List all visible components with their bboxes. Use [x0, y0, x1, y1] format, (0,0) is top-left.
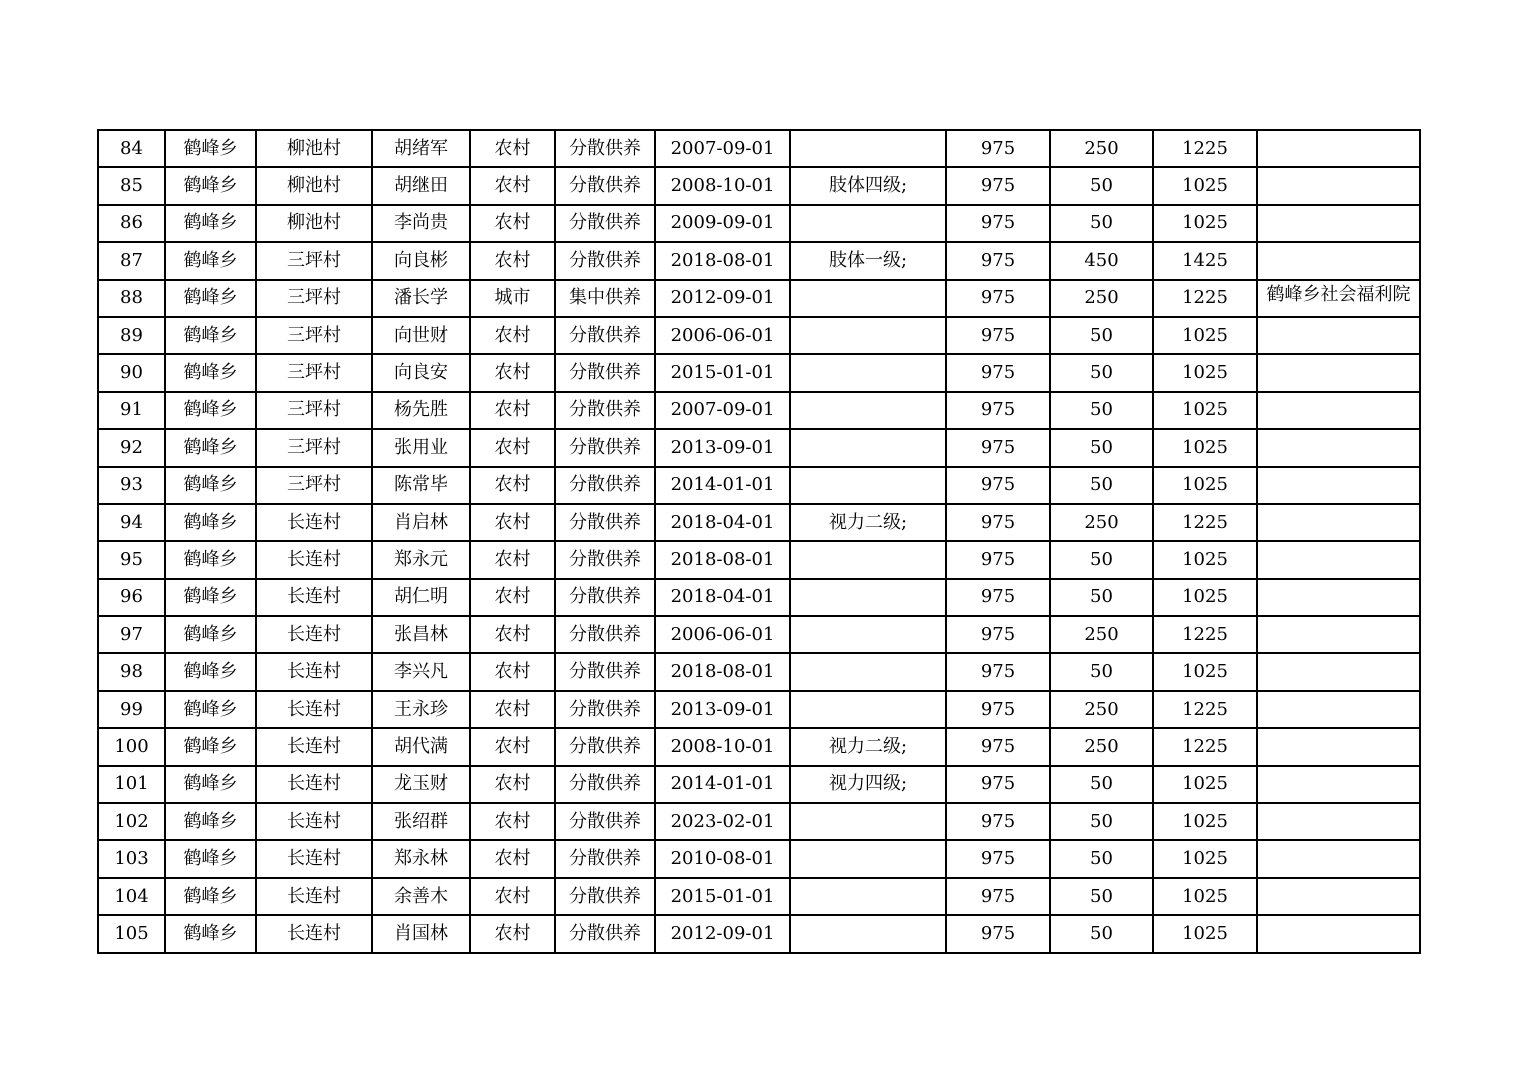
cell-township: 鹤峰乡: [165, 205, 256, 242]
cell-remark: [1257, 130, 1420, 167]
cell-basic-amount: 975: [946, 691, 1050, 728]
cell-start-date: 2006-06-01: [655, 616, 790, 653]
cell-care-amount: 250: [1050, 728, 1153, 765]
cell-care-amount: 50: [1050, 317, 1153, 354]
cell-support-type: 分散供养: [555, 878, 655, 915]
cell-remark: [1257, 691, 1420, 728]
cell-care-amount: 50: [1050, 766, 1153, 803]
cell-household-type: 城市: [470, 280, 555, 317]
cell-township: 鹤峰乡: [165, 167, 256, 204]
table-row: [98, 691, 1420, 728]
cell-village: 柳池村: [256, 130, 372, 167]
cell-basic-amount: 975: [946, 653, 1050, 690]
cell-household-type: 农村: [470, 392, 555, 429]
cell-name: 胡代满: [372, 728, 470, 765]
cell-total-amount: 1025: [1153, 392, 1257, 429]
cell-support-type: 分散供养: [555, 541, 655, 578]
cell-name: 张绍群: [372, 803, 470, 840]
cell-village: 长连村: [256, 616, 372, 653]
cell-disability: [790, 541, 946, 578]
cell-village: 长连村: [256, 766, 372, 803]
cell-township: 鹤峰乡: [165, 616, 256, 653]
cell-name: 肖启林: [372, 504, 470, 541]
cell-village: 长连村: [256, 691, 372, 728]
cell-disability: [790, 840, 946, 877]
cell-disability: [790, 616, 946, 653]
cell-name: 向世财: [372, 317, 470, 354]
cell-disability: 视力二级;: [790, 504, 946, 541]
cell-remark: [1257, 354, 1420, 391]
cell-disability: [790, 653, 946, 690]
cell-village: 柳池村: [256, 167, 372, 204]
cell-village: 长连村: [256, 579, 372, 616]
cell-village: 长连村: [256, 728, 372, 765]
cell-seq: 99: [98, 691, 165, 728]
cell-township: 鹤峰乡: [165, 392, 256, 429]
cell-seq: 84: [98, 130, 165, 167]
cell-care-amount: 50: [1050, 392, 1153, 429]
cell-start-date: 2013-09-01: [655, 429, 790, 466]
cell-household-type: 农村: [470, 915, 555, 952]
cell-total-amount: 1425: [1153, 242, 1257, 279]
cell-support-type: 分散供养: [555, 803, 655, 840]
cell-care-amount: 50: [1050, 653, 1153, 690]
cell-household-type: 农村: [470, 691, 555, 728]
remark-text: 鹤峰乡社会福利院: [1266, 283, 1411, 305]
cell-village: 长连村: [256, 541, 372, 578]
cell-seq: 97: [98, 616, 165, 653]
cell-total-amount: 1225: [1153, 280, 1257, 317]
cell-household-type: 农村: [470, 242, 555, 279]
cell-start-date: 2012-09-01: [655, 280, 790, 317]
cell-remark: [1257, 467, 1420, 504]
cell-disability: [790, 915, 946, 952]
cell-village: 长连村: [256, 878, 372, 915]
cell-start-date: 2007-09-01: [655, 392, 790, 429]
cell-township: 鹤峰乡: [165, 579, 256, 616]
cell-household-type: 农村: [470, 167, 555, 204]
table-row: [98, 280, 1420, 317]
cell-total-amount: 1025: [1153, 878, 1257, 915]
cell-household-type: 农村: [470, 429, 555, 466]
cell-support-type: 分散供养: [555, 317, 655, 354]
cell-basic-amount: 975: [946, 878, 1050, 915]
cell-total-amount: 1225: [1153, 504, 1257, 541]
cell-disability: 视力四级;: [790, 766, 946, 803]
cell-care-amount: 50: [1050, 840, 1153, 877]
cell-township: 鹤峰乡: [165, 878, 256, 915]
cell-total-amount: 1025: [1153, 653, 1257, 690]
cell-start-date: 2009-09-01: [655, 205, 790, 242]
cell-basic-amount: 975: [946, 467, 1050, 504]
cell-seq: 94: [98, 504, 165, 541]
cell-care-amount: 50: [1050, 878, 1153, 915]
cell-disability: [790, 579, 946, 616]
cell-support-type: 分散供养: [555, 205, 655, 242]
cell-township: 鹤峰乡: [165, 766, 256, 803]
cell-care-amount: 50: [1050, 467, 1153, 504]
cell-support-type: 分散供养: [555, 728, 655, 765]
cell-seq: 89: [98, 317, 165, 354]
table-row: [98, 130, 1420, 167]
table-row: [98, 728, 1420, 765]
cell-remark: [1257, 504, 1420, 541]
cell-support-type: 分散供养: [555, 167, 655, 204]
cell-township: 鹤峰乡: [165, 803, 256, 840]
cell-start-date: 2013-09-01: [655, 691, 790, 728]
cell-seq: 96: [98, 579, 165, 616]
cell-remark: [1257, 840, 1420, 877]
cell-disability: [790, 429, 946, 466]
cell-household-type: 农村: [470, 840, 555, 877]
cell-remark: [1257, 242, 1420, 279]
table-row: [98, 541, 1420, 578]
cell-village: 三坪村: [256, 242, 372, 279]
cell-name: 张用业: [372, 429, 470, 466]
cell-support-type: 分散供养: [555, 354, 655, 391]
cell-care-amount: 50: [1050, 803, 1153, 840]
cell-disability: [790, 317, 946, 354]
cell-township: 鹤峰乡: [165, 429, 256, 466]
cell-support-type: 分散供养: [555, 653, 655, 690]
cell-start-date: 2015-01-01: [655, 878, 790, 915]
cell-care-amount: 50: [1050, 354, 1153, 391]
cell-disability: [790, 878, 946, 915]
cell-seq: 91: [98, 392, 165, 429]
cell-disability: [790, 205, 946, 242]
cell-basic-amount: 975: [946, 205, 1050, 242]
table-row: [98, 504, 1420, 541]
cell-township: 鹤峰乡: [165, 317, 256, 354]
cell-household-type: 农村: [470, 616, 555, 653]
cell-start-date: 2018-04-01: [655, 579, 790, 616]
cell-name: 余善木: [372, 878, 470, 915]
table-row: [98, 392, 1420, 429]
cell-remark: [1257, 280, 1420, 317]
cell-remark: [1257, 653, 1420, 690]
cell-basic-amount: 975: [946, 392, 1050, 429]
cell-disability: [790, 130, 946, 167]
cell-seq: 93: [98, 467, 165, 504]
cell-village: 长连村: [256, 840, 372, 877]
cell-start-date: 2006-06-01: [655, 317, 790, 354]
table-row: [98, 616, 1420, 653]
cell-basic-amount: 975: [946, 616, 1050, 653]
cell-start-date: 2018-04-01: [655, 504, 790, 541]
cell-name: 向良安: [372, 354, 470, 391]
table-row: [98, 467, 1420, 504]
cell-disability: [790, 803, 946, 840]
cell-village: 长连村: [256, 504, 372, 541]
cell-township: 鹤峰乡: [165, 653, 256, 690]
cell-basic-amount: 975: [946, 541, 1050, 578]
cell-name: 李兴凡: [372, 653, 470, 690]
cell-total-amount: 1025: [1153, 579, 1257, 616]
cell-care-amount: 50: [1050, 579, 1153, 616]
cell-disability: 视力二级;: [790, 728, 946, 765]
cell-village: 长连村: [256, 653, 372, 690]
table-row: [98, 803, 1420, 840]
cell-care-amount: 250: [1050, 616, 1153, 653]
cell-disability: [790, 354, 946, 391]
cell-total-amount: 1025: [1153, 915, 1257, 952]
cell-basic-amount: 975: [946, 728, 1050, 765]
cell-village: 三坪村: [256, 429, 372, 466]
cell-name: 王永珍: [372, 691, 470, 728]
cell-care-amount: 50: [1050, 915, 1153, 952]
cell-care-amount: 50: [1050, 541, 1153, 578]
cell-care-amount: 50: [1050, 205, 1153, 242]
cell-township: 鹤峰乡: [165, 130, 256, 167]
cell-seq: 88: [98, 280, 165, 317]
table-row: [98, 354, 1420, 391]
cell-basic-amount: 975: [946, 354, 1050, 391]
cell-start-date: 2018-08-01: [655, 653, 790, 690]
cell-support-type: 分散供养: [555, 766, 655, 803]
cell-seq: 105: [98, 915, 165, 952]
cell-village: 柳池村: [256, 205, 372, 242]
cell-name: 潘长学: [372, 280, 470, 317]
cell-township: 鹤峰乡: [165, 691, 256, 728]
table-row: [98, 205, 1420, 242]
cell-name: 向良彬: [372, 242, 470, 279]
cell-township: 鹤峰乡: [165, 541, 256, 578]
cell-remark: [1257, 915, 1420, 952]
cell-household-type: 农村: [470, 541, 555, 578]
table-row: [98, 878, 1420, 915]
cell-township: 鹤峰乡: [165, 280, 256, 317]
cell-total-amount: 1025: [1153, 429, 1257, 466]
cell-village: 三坪村: [256, 280, 372, 317]
cell-total-amount: 1225: [1153, 728, 1257, 765]
cell-basic-amount: 975: [946, 317, 1050, 354]
cell-household-type: 农村: [470, 467, 555, 504]
cell-village: 三坪村: [256, 354, 372, 391]
cell-basic-amount: 975: [946, 130, 1050, 167]
cell-household-type: 农村: [470, 354, 555, 391]
cell-seq: 101: [98, 766, 165, 803]
cell-basic-amount: 975: [946, 167, 1050, 204]
cell-township: 鹤峰乡: [165, 504, 256, 541]
cell-disability: [790, 280, 946, 317]
cell-total-amount: 1025: [1153, 766, 1257, 803]
cell-care-amount: 50: [1050, 429, 1153, 466]
cell-total-amount: 1025: [1153, 317, 1257, 354]
table-row: [98, 167, 1420, 204]
cell-care-amount: 250: [1050, 691, 1153, 728]
cell-township: 鹤峰乡: [165, 467, 256, 504]
roster-table: [97, 129, 1421, 954]
cell-support-type: 分散供养: [555, 915, 655, 952]
cell-total-amount: 1025: [1153, 167, 1257, 204]
cell-basic-amount: 975: [946, 579, 1050, 616]
cell-care-amount: 250: [1050, 130, 1153, 167]
cell-remark: [1257, 167, 1420, 204]
cell-total-amount: 1025: [1153, 541, 1257, 578]
table-row: [98, 317, 1420, 354]
cell-total-amount: 1225: [1153, 616, 1257, 653]
cell-start-date: 2018-08-01: [655, 242, 790, 279]
table-row: [98, 653, 1420, 690]
cell-remark: [1257, 541, 1420, 578]
cell-basic-amount: 975: [946, 803, 1050, 840]
cell-support-type: 分散供养: [555, 467, 655, 504]
cell-support-type: 分散供养: [555, 616, 655, 653]
cell-support-type: 分散供养: [555, 130, 655, 167]
cell-support-type: 分散供养: [555, 392, 655, 429]
cell-seq: 86: [98, 205, 165, 242]
cell-seq: 100: [98, 728, 165, 765]
cell-name: 张昌林: [372, 616, 470, 653]
cell-household-type: 农村: [470, 205, 555, 242]
cell-total-amount: 1225: [1153, 130, 1257, 167]
cell-remark: [1257, 317, 1420, 354]
cell-name: 龙玉财: [372, 766, 470, 803]
cell-household-type: 农村: [470, 728, 555, 765]
cell-seq: 95: [98, 541, 165, 578]
table-row: [98, 766, 1420, 803]
cell-household-type: 农村: [470, 130, 555, 167]
cell-disability: [790, 467, 946, 504]
cell-name: 胡仁明: [372, 579, 470, 616]
cell-care-amount: 250: [1050, 280, 1153, 317]
cell-household-type: 农村: [470, 653, 555, 690]
cell-basic-amount: 975: [946, 280, 1050, 317]
cell-remark: [1257, 728, 1420, 765]
cell-seq: 87: [98, 242, 165, 279]
cell-village: 长连村: [256, 803, 372, 840]
table-row: [98, 429, 1420, 466]
cell-township: 鹤峰乡: [165, 840, 256, 877]
table-row: [98, 840, 1420, 877]
cell-seq: 85: [98, 167, 165, 204]
cell-seq: 90: [98, 354, 165, 391]
cell-support-type: 分散供养: [555, 691, 655, 728]
cell-name: 李尚贵: [372, 205, 470, 242]
cell-total-amount: 1025: [1153, 354, 1257, 391]
cell-household-type: 农村: [470, 878, 555, 915]
cell-remark: [1257, 878, 1420, 915]
table-row: [98, 915, 1420, 952]
cell-start-date: 2014-01-01: [655, 766, 790, 803]
cell-seq: 98: [98, 653, 165, 690]
cell-start-date: 2018-08-01: [655, 541, 790, 578]
cell-name: 肖国林: [372, 915, 470, 952]
cell-disability: 肢体一级;: [790, 242, 946, 279]
table-row: [98, 579, 1420, 616]
cell-total-amount: 1025: [1153, 803, 1257, 840]
cell-support-type: 分散供养: [555, 429, 655, 466]
cell-start-date: 2012-09-01: [655, 915, 790, 952]
cell-household-type: 农村: [470, 766, 555, 803]
cell-seq: 104: [98, 878, 165, 915]
cell-name: 陈常毕: [372, 467, 470, 504]
cell-household-type: 农村: [470, 579, 555, 616]
cell-start-date: 2015-01-01: [655, 354, 790, 391]
cell-total-amount: 1025: [1153, 840, 1257, 877]
cell-village: 三坪村: [256, 467, 372, 504]
cell-start-date: 2010-08-01: [655, 840, 790, 877]
cell-start-date: 2008-10-01: [655, 728, 790, 765]
cell-name: 胡继田: [372, 167, 470, 204]
cell-start-date: 2023-02-01: [655, 803, 790, 840]
cell-disability: [790, 392, 946, 429]
cell-basic-amount: 975: [946, 766, 1050, 803]
cell-township: 鹤峰乡: [165, 354, 256, 391]
cell-household-type: 农村: [470, 803, 555, 840]
cell-basic-amount: 975: [946, 915, 1050, 952]
cell-disability: [790, 691, 946, 728]
cell-household-type: 农村: [470, 317, 555, 354]
cell-basic-amount: 975: [946, 840, 1050, 877]
cell-basic-amount: 975: [946, 429, 1050, 466]
cell-remark: [1257, 205, 1420, 242]
cell-support-type: 集中供养: [555, 280, 655, 317]
cell-start-date: 2007-09-01: [655, 130, 790, 167]
cell-village: 三坪村: [256, 392, 372, 429]
cell-remark: [1257, 766, 1420, 803]
cell-support-type: 分散供养: [555, 242, 655, 279]
cell-remark: [1257, 429, 1420, 466]
cell-township: 鹤峰乡: [165, 915, 256, 952]
cell-basic-amount: 975: [946, 242, 1050, 279]
cell-village: 三坪村: [256, 317, 372, 354]
cell-township: 鹤峰乡: [165, 242, 256, 279]
cell-start-date: 2014-01-01: [655, 467, 790, 504]
cell-remark: [1257, 616, 1420, 653]
table-body: [98, 130, 1420, 953]
cell-care-amount: 450: [1050, 242, 1153, 279]
cell-village: 长连村: [256, 915, 372, 952]
cell-remark: [1257, 803, 1420, 840]
cell-name: 胡绪军: [372, 130, 470, 167]
cell-support-type: 分散供养: [555, 840, 655, 877]
cell-support-type: 分散供养: [555, 504, 655, 541]
cell-remark: [1257, 392, 1420, 429]
cell-name: 杨先胜: [372, 392, 470, 429]
cell-basic-amount: 975: [946, 504, 1050, 541]
cell-total-amount: 1225: [1153, 691, 1257, 728]
cell-care-amount: 50: [1050, 167, 1153, 204]
cell-start-date: 2008-10-01: [655, 167, 790, 204]
cell-support-type: 分散供养: [555, 579, 655, 616]
cell-remark: [1257, 579, 1420, 616]
cell-total-amount: 1025: [1153, 205, 1257, 242]
cell-seq: 92: [98, 429, 165, 466]
cell-disability: 肢体四级;: [790, 167, 946, 204]
cell-name: 郑永林: [372, 840, 470, 877]
cell-seq: 103: [98, 840, 165, 877]
cell-household-type: 农村: [470, 504, 555, 541]
cell-township: 鹤峰乡: [165, 728, 256, 765]
cell-care-amount: 250: [1050, 504, 1153, 541]
cell-seq: 102: [98, 803, 165, 840]
cell-total-amount: 1025: [1153, 467, 1257, 504]
cell-name: 郑永元: [372, 541, 470, 578]
table-row: [98, 242, 1420, 279]
